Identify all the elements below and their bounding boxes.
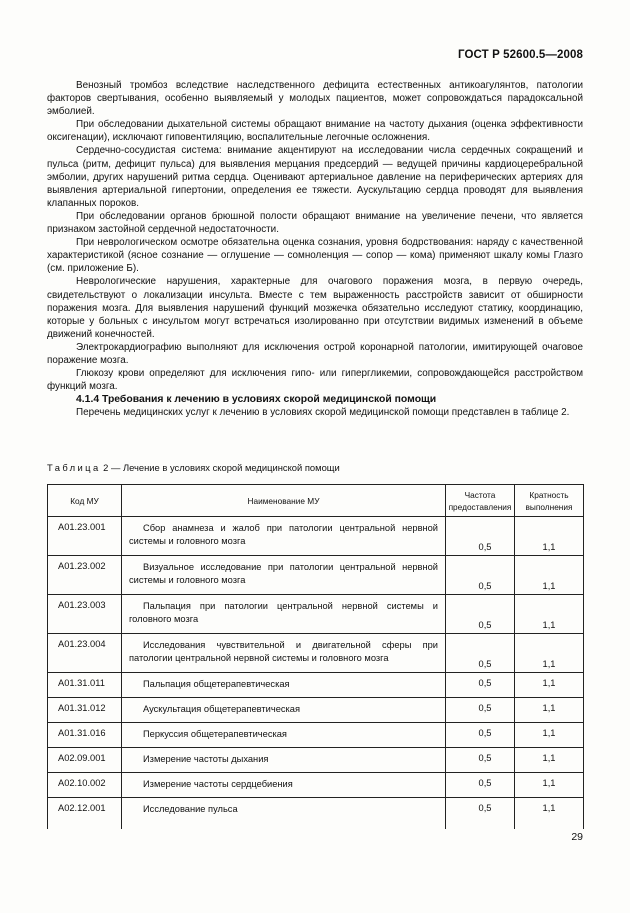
cell-name-text: Пальпация общетерапевтическая bbox=[143, 679, 290, 689]
cell-frequency: 0,5 bbox=[446, 556, 515, 595]
cell-name bbox=[122, 517, 446, 556]
cell-name-text: Исследования чувствительной и двигательной сферы при патологии центральной нервной системы и головного мозга bbox=[129, 640, 438, 663]
paragraph: Перечень медицинских услуг к лечению в условиях скорой медицинской помощи представлен в таблице 2. bbox=[76, 407, 570, 419]
table-row bbox=[48, 698, 584, 723]
cell-multiplicity: 1,1 bbox=[515, 673, 584, 698]
paragraph: Сердечно-сосудистая система: внимание акцентируют на исследовании числа сердечных сокращений и пульса (ритм, дефицит пульса) для выявления мерцания предсердий — ведущей причины кардиоцеребральной эмболии, других нарушений ритма сердца. Оценивают артериальное давление на периферических артериях для выявления артериальной гипертонии, определения ее тяжести. Аускультацию сердца проводят для выявления клапанных пороков. bbox=[47, 145, 583, 209]
cell-multiplicity: 1,1 bbox=[515, 595, 584, 634]
table-caption-text: 2 — Лечение в условиях скорой медицинской помощи bbox=[103, 462, 340, 473]
table-row bbox=[48, 595, 584, 634]
table-row bbox=[48, 556, 584, 595]
cell-frequency: 0,5 bbox=[446, 595, 515, 634]
cell-frequency: 0,5 bbox=[446, 773, 515, 798]
cell-name bbox=[122, 698, 446, 723]
cell-multiplicity: 1,1 bbox=[515, 517, 584, 556]
cell-multiplicity: 1,1 bbox=[515, 798, 584, 830]
table-row bbox=[48, 748, 584, 773]
cell-name bbox=[122, 723, 446, 748]
cell-name bbox=[122, 748, 446, 773]
cell-name-text: Измерение частоты дыхания bbox=[143, 754, 269, 764]
table-row bbox=[48, 634, 584, 673]
cell-name-text: Перкуссия общетерапевтическая bbox=[143, 729, 287, 739]
column-header-frequency: Частота предоставления bbox=[446, 485, 515, 517]
cell-code: A01.31.016 bbox=[48, 723, 122, 748]
table-row bbox=[48, 673, 584, 698]
paragraph: При обследовании дыхательной системы обращают внимание на частоту дыхания (оценка эффективности оксигенации), исключают гиповентиляцию, воспалительные легочные осложнения. bbox=[47, 119, 583, 144]
cell-frequency: 0,5 bbox=[446, 517, 515, 556]
cell-name-text: Измерение частоты сердцебиения bbox=[143, 779, 293, 789]
cell-multiplicity: 1,1 bbox=[515, 773, 584, 798]
cell-code: A01.31.012 bbox=[48, 698, 122, 723]
cell-name-text: Визуальное исследование при патологии центральной нервной системы и головного мозга bbox=[129, 562, 438, 585]
table-header-row bbox=[48, 485, 584, 517]
column-header-code: Код МУ bbox=[48, 485, 122, 517]
cell-code: A01.23.003 bbox=[48, 595, 122, 634]
cell-multiplicity: 1,1 bbox=[515, 556, 584, 595]
cell-multiplicity: 1,1 bbox=[515, 634, 584, 673]
cell-code: A01.23.001 bbox=[48, 517, 122, 556]
table-caption-word: Таблица bbox=[47, 462, 101, 473]
services-table bbox=[47, 484, 584, 829]
cell-frequency: 0,5 bbox=[446, 798, 515, 830]
cell-name bbox=[122, 798, 446, 830]
paragraph: Неврологические нарушения, характерные для очагового поражения мозга, в первую очередь, свидетельствуют о локализации инсульта. Вместе с тем выраженность расстройств зависит от обширности поражения мозга. Для выявления нарушений функций мозжечка обязательно исследуют статику, координацию, которые у больных с инсультом могут встречаться изолированно при отсутствии видимых изменений в объеме движений конечностей. bbox=[47, 276, 583, 340]
paragraph: При обследовании органов брюшной полости обращают внимание на увеличение печени, что является признаком застойной сердечной недостаточности. bbox=[47, 210, 583, 236]
cell-name bbox=[122, 634, 446, 673]
cell-code: A01.31.011 bbox=[48, 673, 122, 698]
cell-name-text: Сбор анамнеза и жалоб при патологии центральной нервной системы и головного мозга bbox=[129, 523, 438, 546]
table-row bbox=[48, 773, 584, 798]
cell-code: A02.12.001 bbox=[48, 798, 122, 830]
page-number: 29 bbox=[571, 831, 583, 843]
column-header-name: Наименование МУ bbox=[122, 485, 446, 517]
cell-name bbox=[122, 773, 446, 798]
paragraph: Глюкозу крови определяют для исключения гипо- или гипергликемии, сопровождающейся расстройством функций мозга. bbox=[47, 368, 583, 393]
cell-frequency: 0,5 bbox=[446, 748, 515, 773]
body-text bbox=[47, 79, 583, 419]
table-row bbox=[48, 723, 584, 748]
cell-name bbox=[122, 595, 446, 634]
paragraph: При неврологическом осмотре обязательна оценка сознания, уровня бодрствования: наряду с качественной характеристикой (ясное сознание — оглушение — сомноленция — сопор — кома) применяют шкалу комы Глазго (см. приложение Б). bbox=[47, 237, 583, 275]
cell-code: A01.23.002 bbox=[48, 556, 122, 595]
table-caption bbox=[47, 462, 340, 473]
cell-multiplicity: 1,1 bbox=[515, 698, 584, 723]
cell-frequency: 0,5 bbox=[446, 723, 515, 748]
cell-name bbox=[122, 673, 446, 698]
cell-name bbox=[122, 556, 446, 595]
cell-name-text: Аускультация общетерапевтическая bbox=[143, 704, 301, 714]
cell-multiplicity: 1,1 bbox=[515, 723, 584, 748]
paragraph: Электрокардиографию выполняют для исключения острой коронарной патологии, имитирующей очаговое поражение мозга. bbox=[47, 341, 583, 366]
cell-frequency: 0,5 bbox=[446, 698, 515, 723]
cell-name-text: Исследование пульса bbox=[143, 804, 238, 814]
document-header: ГОСТ Р 52600.5—2008 bbox=[458, 49, 583, 61]
cell-frequency: 0,5 bbox=[446, 673, 515, 698]
cell-code: A02.10.002 bbox=[48, 773, 122, 798]
cell-name-text: Пальпация при патологии центральной нервной системы и головного мозга bbox=[129, 601, 438, 624]
cell-multiplicity: 1,1 bbox=[515, 748, 584, 773]
cell-code: A01.23.004 bbox=[48, 634, 122, 673]
section-heading: 4.1.4 Требования к лечению в условиях скорой медицинской помощи bbox=[76, 394, 437, 406]
paragraph: Венозный тромбоз вследствие наследственного дефицита естественных антикоагулянтов, патологии факторов свертывания, особенно выявляемый у молодых пациентов, может сопровождаться парадоксальной эмболией. bbox=[47, 80, 583, 118]
cell-frequency: 0,5 bbox=[446, 634, 515, 673]
table-row bbox=[48, 517, 584, 556]
table-row bbox=[48, 798, 584, 830]
column-header-multiplicity: Кратность выполнения bbox=[515, 485, 584, 517]
cell-code: A02.09.001 bbox=[48, 748, 122, 773]
